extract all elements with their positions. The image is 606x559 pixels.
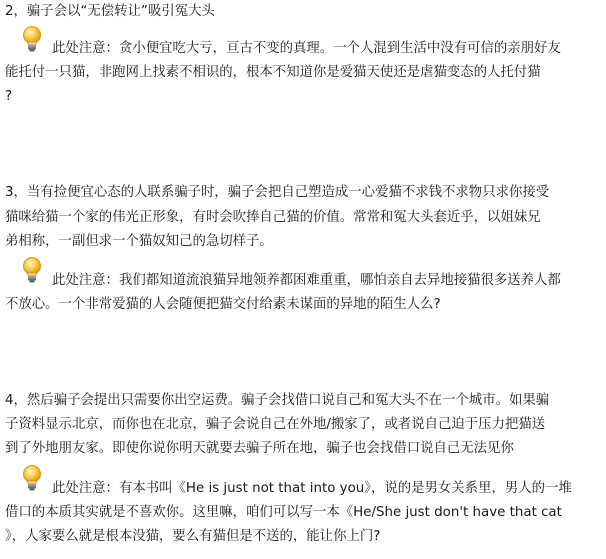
section-3-note-line-1: 此处注意：我们都知道流浪猫异地领养都困难重重，哪怕亲自去异地接猫很多送养人都 [52, 273, 561, 288]
section-3-line-1: 3，当有捡便宜心态的人联系骗子时，骗子会把自己塑造成一心爱猫不求钱不求物只求你接受 [5, 185, 550, 200]
section-4-line-1: 4，然后骗子会提出只需要你出空运费。骗子会找借口说自己和冤大头不在一个城市。如果骗 [5, 393, 550, 408]
lightbulb-icon [21, 256, 43, 284]
section-2-note-line-3: ? [5, 89, 13, 104]
lightbulb-icon [21, 464, 43, 492]
section-2-note-line-2: 能托付一只猫，非跑网上找素不相识的，根本不知道你是爱猫天使还是虐猫变态的人托付猫 [5, 65, 541, 80]
section-4-line-2: 子资料显示北京，而你也在北京，骗子会说自己在外地/搬家了，或者说自己迫于压力把猫送 [5, 417, 546, 432]
section-4-note-line-2: 借口的本质其实就是不喜欢你。这里嘛，咱们可以写一本《He/She just don't have that cat [5, 505, 562, 520]
section-3-note-line-2: 不放心。一个非常爱猫的人会随便把猫交付给素未谋面的异地的陌生人么? [5, 297, 441, 312]
section-4-note-line-3: 》，人家要么就是根本没猫，要么有猫但是不送的，能让你上门? [5, 529, 381, 544]
section-3-line-2: 猫咪给猫一个家的伟光正形象，有时会吹捧自己猫的价值。常常和冤大头套近乎，以姐妹兄 [5, 210, 541, 225]
section-4-line-3: 到了外地朋友家。即使你说你明天就要去骗子所在地，骗子也会找借口说自己无法见你 [5, 441, 514, 456]
section-2-heading: 2，骗子会以“无偿转让”吸引冤大头 [5, 4, 215, 19]
section-2-note-line-1: 此处注意：贪小便宜吃大亏，亘古不变的真理。一个人混到生活中没有可信的亲朋好友 [52, 41, 561, 56]
section-3-line-3: 弟相称，一副但求一个猫奴知己的急切样子。 [5, 234, 273, 249]
lightbulb-icon [21, 25, 43, 53]
section-4-note-line-1: 此处注意：有本书叫《He is just not that into you》，说的是男女关系里，男人的一堆 [52, 481, 572, 496]
